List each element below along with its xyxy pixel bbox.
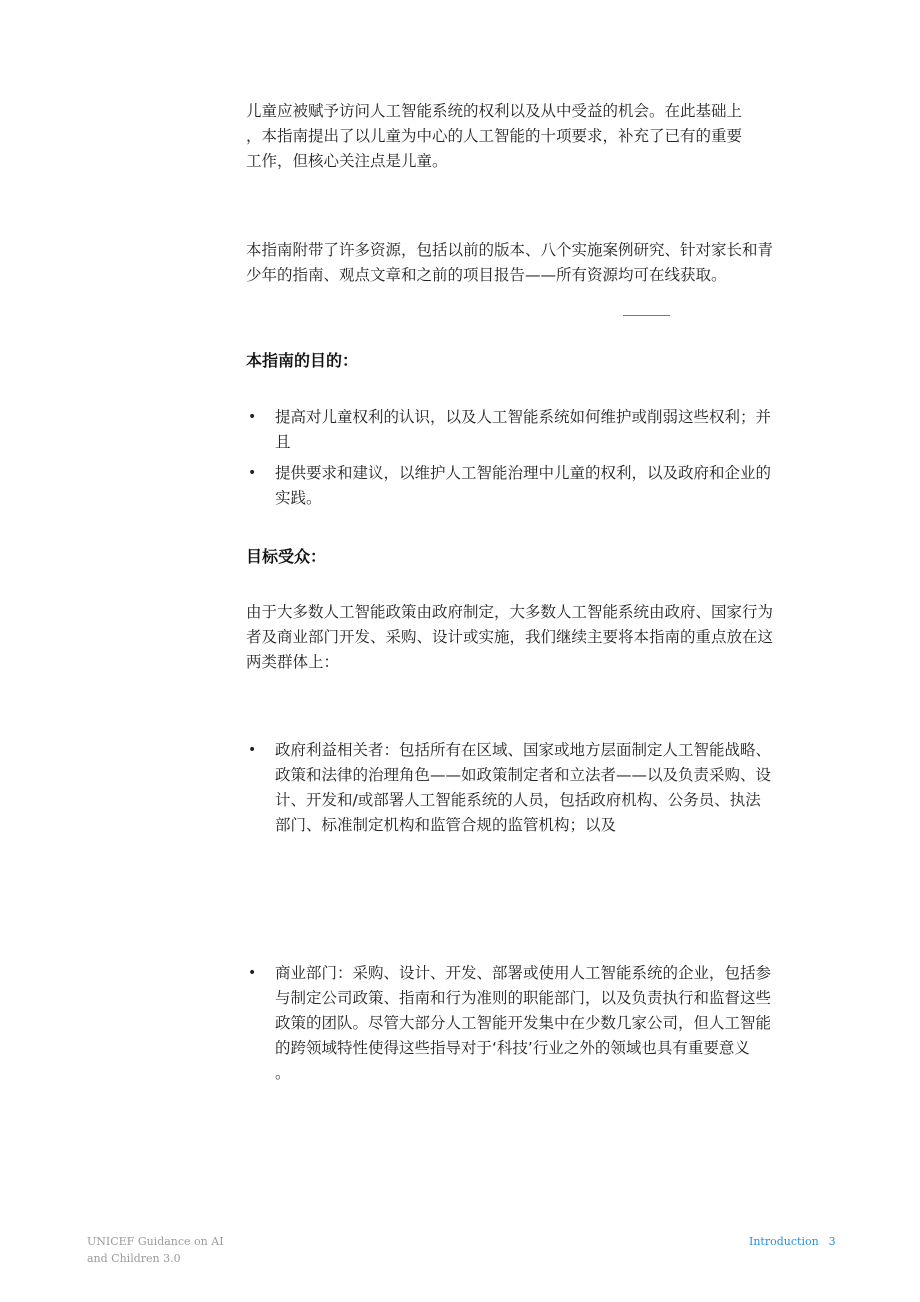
purpose-item-2-line-1: 提供要求和建议，以维护人工智能治理中儿童的权利，以及政府和企业的 [275,464,772,482]
audience-item-1-line-4: 部门、标准制定机构和监管合规的监管机构；以及 [275,816,617,834]
purpose-item-1-line-2: 且 [275,433,291,451]
purpose-heading: 本指南的目的： [246,351,359,370]
purpose-item-1-line-1: 提高对儿童权利的认识，以及人工智能系统如何维护或削弱这些权利；并 [275,408,772,426]
footer-page-info [749,1233,836,1250]
footer-doc-title [87,1233,224,1267]
footer-section-label: Introduction [749,1235,819,1248]
audience-item-1-line-1: 政府利益相关者：包括所有在区域、国家或地方层面制定人工智能战略、 [275,741,772,759]
bullet-icon: • [248,465,257,481]
section-divider [623,315,670,316]
purpose-item-2-line-2: 实践。 [275,489,322,507]
bullet-icon: • [248,409,257,425]
bullet-icon: • [248,742,257,758]
audience-item-2-line-4: 的跨领域特性使得这些指导对于‘科技’行业之外的领域也具有重要意义 [275,1039,750,1057]
intro-line-3: 工作，但核心关注点是儿童。 [246,152,448,170]
audience-item-2-line-3: 政策的团队。尽管大部分人工智能开发集中在少数几家公司，但人工智能 [275,1014,772,1032]
page-number: 3 [828,1235,836,1248]
audience-intro-line-1: 由于大多数人工智能政策由政府制定，大多数人工智能系统由政府、国家行为 [246,603,774,621]
intro-line-2: ，本指南提出了以儿童为中心的人工智能的十项要求，补充了已有的重要 [246,127,743,145]
audience-item-1-line-3: 计、开发和/或部署人工智能系统的人员，包括政府机构、公务员、执法 [275,791,761,809]
footer-doc-title-line-2: and Children 3.0 [87,1252,181,1265]
intro-line-1: 儿童应被赋予访问人工智能系统的权利以及从中受益的机会。在此基础上 [246,102,743,120]
resources-line-1: 本指南附带了许多资源，包括以前的版本、八个实施案例研究、针对家长和青 [246,241,774,259]
audience-heading: 目标受众： [246,547,327,566]
resources-line-2: 少年的指南、观点文章和之前的项目报告——所有资源均可在线获取。 [246,266,727,284]
audience-item-2-line-1: 商业部门：采购、设计、开发、部署或使用人工智能系统的企业，包括参 [275,964,772,982]
audience-intro-line-3: 两类群体上： [246,653,340,671]
footer-doc-title-line-1: UNICEF Guidance on AI [87,1235,224,1248]
bullet-icon: • [248,965,257,981]
audience-item-2-line-5: 。 [275,1064,291,1082]
audience-intro-line-2: 者及商业部门开发、采购、设计或实施，我们继续主要将本指南的重点放在这 [246,628,774,646]
audience-item-2-line-2: 与制定公司政策、指南和行为准则的职能部门，以及负责执行和监督这些 [275,989,772,1007]
audience-item-1-line-2: 政策和法律的治理角色——如政策制定者和立法者——以及负责采购、设 [275,766,772,784]
